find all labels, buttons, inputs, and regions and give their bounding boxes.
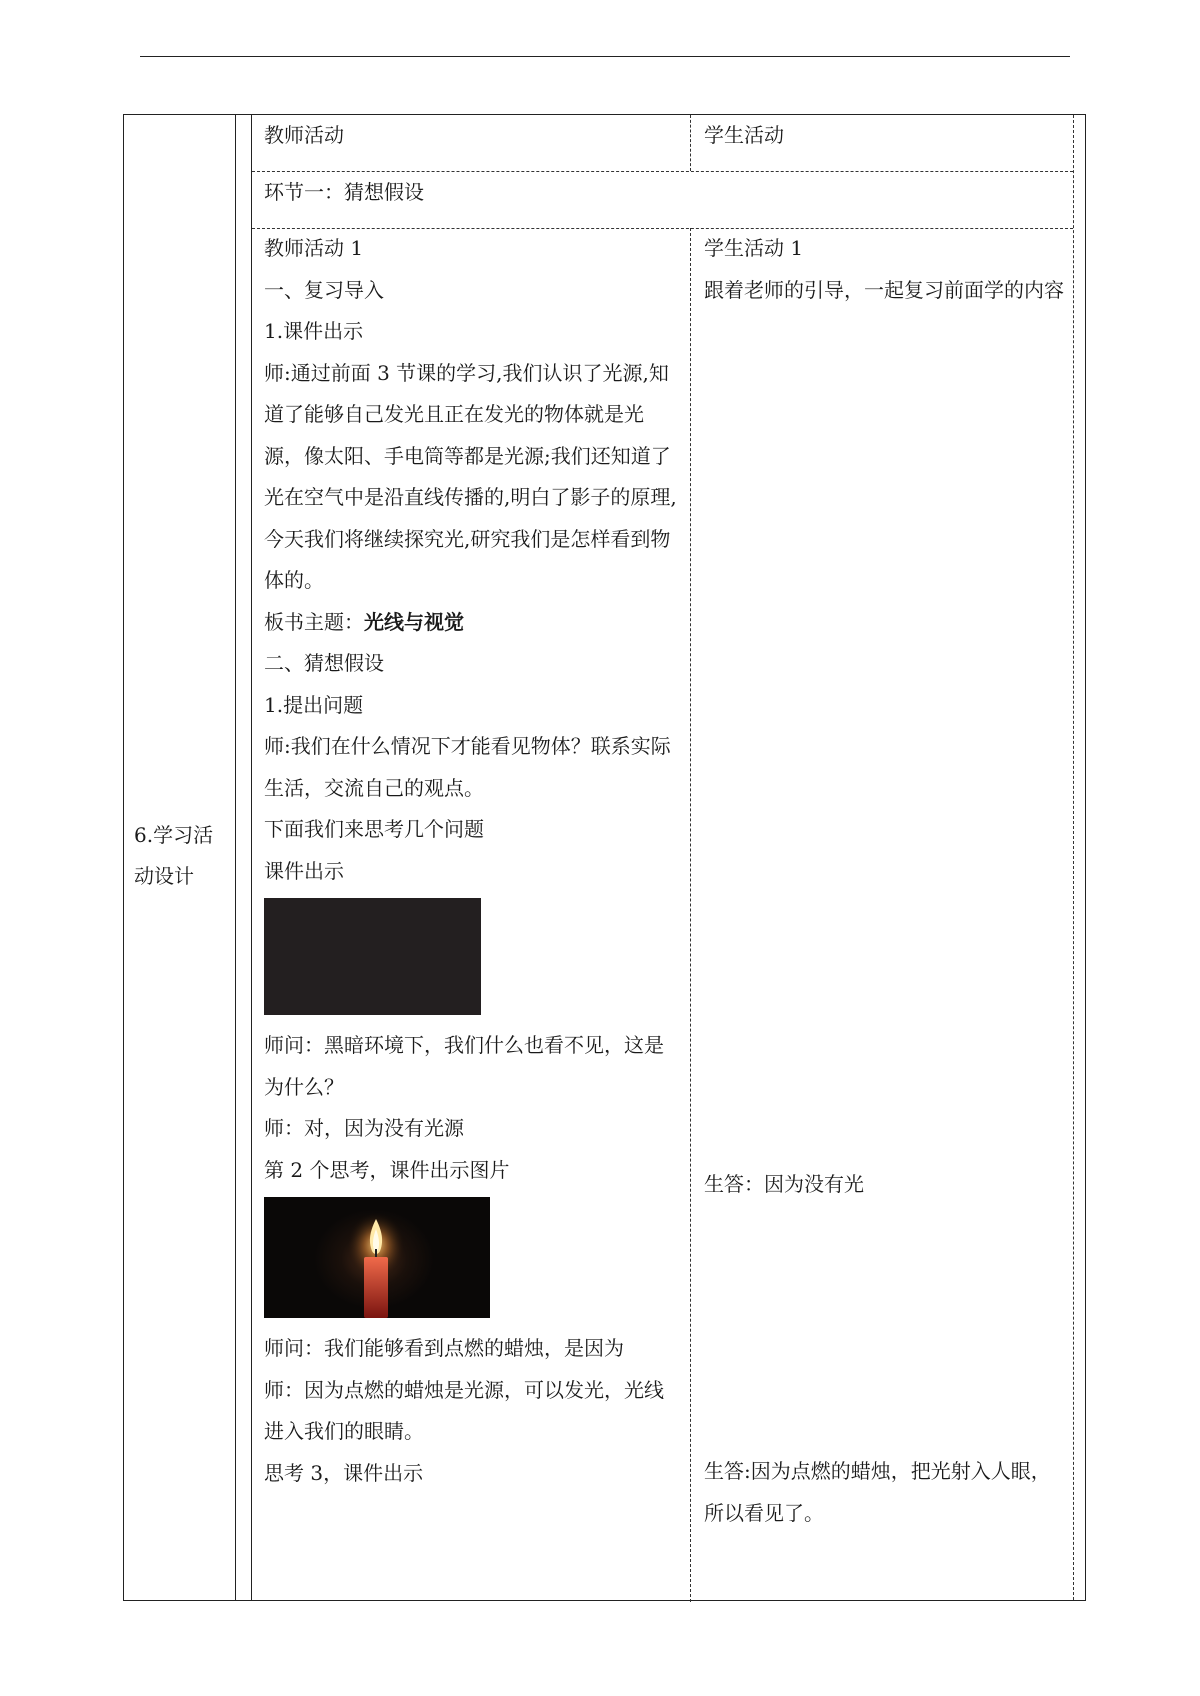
teacher-second-think: 第 2 个思考，课件出示图片	[264, 1157, 510, 1182]
student-activity-content	[704, 228, 1066, 311]
stage-title: 环节一：猜想假设	[264, 180, 424, 204]
student-activity-title: 学生活动 1	[704, 236, 804, 260]
teacher-review-text: 师:通过前面 3 节课的学习,我们认识了光源,知道了能够自己发光且正在发光的物体就是光源，像太阳、手电筒等都是光源;我们还知道了光在空气中是沿直线传播的,明白了影子的原理,	[264, 360, 677, 509]
board-prefix: 板书主题：	[264, 609, 364, 634]
step-question: 1.提出问题	[264, 692, 364, 717]
section-label: 6.学习活动设计	[134, 823, 214, 888]
teacher-third-think: 思考 3，课件出示	[264, 1460, 424, 1485]
step-courseware: 1.课件出示	[264, 319, 364, 343]
section-hypothesis: 二、猜想假设	[264, 651, 384, 675]
board-topic	[264, 602, 682, 644]
teacher-candle-question: 师问：我们能够看到点燃的蜡烛，是因为	[264, 1336, 624, 1360]
teacher-activity-content	[264, 228, 682, 1494]
activity-table	[251, 115, 1074, 1600]
candle-image	[264, 1197, 490, 1318]
dark-image	[264, 898, 481, 1015]
section-review: 一、复习导入	[264, 277, 384, 302]
header-rule	[140, 56, 1070, 57]
student-candle-answer: 生答:因为点燃的蜡烛，把光射入人眼，所以看见了。	[704, 1459, 1051, 1525]
teacher-activity-title: 教师活动 1	[264, 236, 364, 260]
board-title: 光线与视觉	[364, 609, 464, 634]
lesson-table	[123, 114, 1086, 1601]
student-header: 学生活动	[704, 123, 784, 147]
teacher-question-text: 师:我们在什么情况下才能看见物体？联系实际生活，交流自己的观点。	[264, 734, 671, 800]
column-divider	[690, 115, 691, 171]
student-review-text: 跟着老师的引导，一起复习前面学的内容	[704, 277, 1064, 302]
column-divider	[690, 228, 691, 1602]
teacher-next-text: 下面我们来思考几个问题	[264, 817, 484, 841]
courseware-label: 课件出示	[264, 858, 344, 883]
section-label-column	[124, 115, 236, 1600]
student-dark-answer: 生答：因为没有光	[704, 1172, 864, 1196]
teacher-candle-answer: 师：因为点燃的蜡烛是光源，可以发光，光线进入我们的眼睛。	[264, 1377, 664, 1443]
teacher-dark-answer: 师：对，因为没有光源	[264, 1116, 464, 1140]
teacher-dark-question: 师问：黑暗环境下，我们什么也看不见，这是为什么？	[264, 1033, 664, 1099]
teacher-header: 教师活动	[264, 123, 344, 147]
candle-icon	[264, 1197, 490, 1318]
teacher-today-text: 今天我们将继续探究光,研究我们是怎样看到物体的。	[264, 526, 671, 592]
